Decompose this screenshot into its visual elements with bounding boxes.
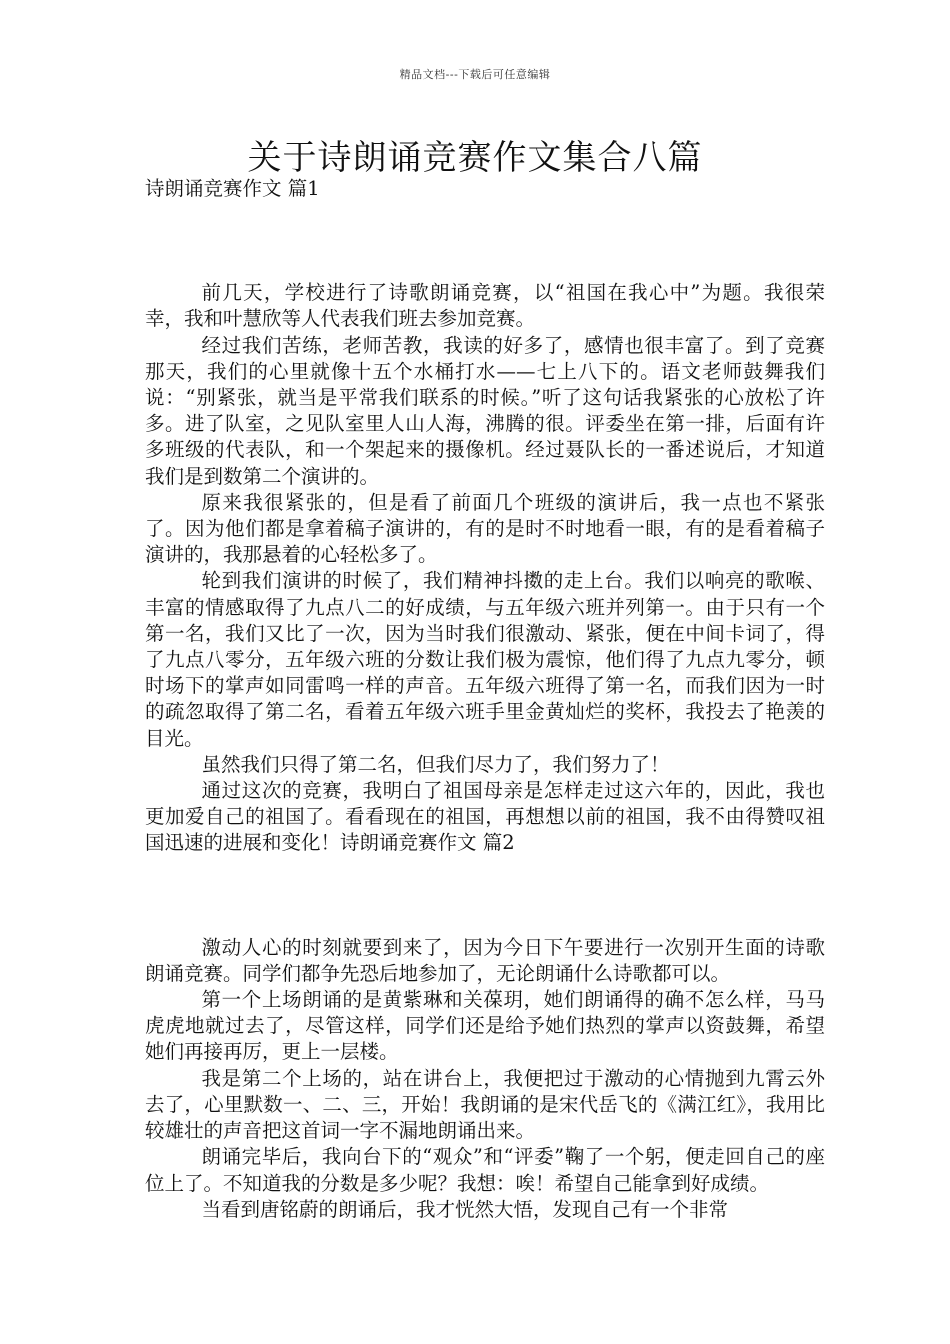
- paragraph: 朗诵完毕后，我向台下的“观众”和“评委”鞠了一个躬，便走回自己的座位上了。不知道我的分数是多少呢？我想：唉！希望自己能拿到好成绩。: [145, 1145, 825, 1195]
- paragraph: 虽然我们只得了第二名，但我们尽力了，我们努力了！: [201, 752, 670, 776]
- section-spacer: [145, 202, 825, 280]
- page-header: 精品文档---下载后可任意编辑: [399, 68, 551, 81]
- paragraph: 我是第二个上场的，站在讲台上，我便把过于激动的心情抛到九霄云外去了，心里默数一、二、三，开始！我朗诵的是宋代岳飞的《满江红》，我用比较雄壮的声音把这首词一字不漏地朗诵出来。: [145, 1066, 825, 1143]
- document-title: 关于诗朗诵竞赛作文集合八篇: [247, 138, 703, 178]
- paragraph: 经过我们苦练，老师苦教，我读的好多了，感情也很丰富了。到了竞赛那天，我们的心里就像十五个水桶打水——七上八下的。语文老师鼓舞我们说：“别紧张，就当是平常我们联系的时候。”听了这句话我紧张的心放松了许多。进了队室，之见队室里人山人海，沸腾的很。评委坐在第一排，后面有许多班级的代表队，和一个架起来的摄像机。经过聂队长的一番述说后，才知道我们是到数第二个演讲的。: [145, 333, 825, 488]
- paragraph-text: 通过这次的竞赛，我明白了祖国母亲是怎样走过这六年的，因此，我也更加爱自己的祖国了。看看现在的祖国，再想想以前的祖国，我不由得赞叹祖国迅速的进展和变化！: [145, 779, 825, 855]
- paragraph: 第一个上场朗诵的是黄紫琳和关葆玥，她们朗诵得的确不怎么样，马马虎虎地就过去了，尽管这样，同学们还是给予她们热烈的掌声以资鼓舞，希望她们再接再厉，更上一层楼。: [145, 988, 825, 1064]
- paragraph: 当看到唐铭蔚的朗诵后，我才恍然大悟，发现自己有一个非常: [201, 1197, 729, 1221]
- document-body: [145, 176, 825, 1223]
- paragraph: 激动人心的时刻就要到来了，因为今日下午要进行一次别开生面的诗歌朗诵竞赛。同学们都争先恐后地参加了，无论朗诵什么诗歌都可以。: [145, 935, 825, 985]
- paragraph-with-inline-heading: [145, 778, 825, 857]
- section-spacer: [145, 857, 825, 935]
- section-heading-1: 诗朗诵竞赛作文 篇1: [145, 177, 320, 200]
- paragraph: 轮到我们演讲的时候了，我们精神抖擞的走上台。我们以响亮的歌喉、丰富的情感取得了九点八二的好成绩，与五年级六班并列第一。由于只有一个第一名，我们又比了一次，因为当时我们很激动、紧张，便在中间卡词了，得了九点八零分，五年级六班的分数让我们极为震惊，他们得了九点九零分，顿时场下的掌声如同雷鸣一样的声音。五年级六班得了第一名，而我们因为一时的疏忽取得了第二名，看着五年级六班手里金黄灿烂的奖杯，我投去了艳羡的目光。: [145, 569, 825, 750]
- section-heading-2: 诗朗诵竞赛作文 篇2: [340, 831, 515, 855]
- paragraph: 原来我很紧张的，但是看了前面几个班级的演讲后，我一点也不紧张了。因为他们都是拿着稿子演讲的，有的是时不时地看一眼，有的是看着稿子演讲的，我那悬着的心轻松多了。: [145, 490, 825, 567]
- paragraph: 前几天，学校进行了诗歌朗诵竞赛，以“祖国在我心中”为题。我很荣幸，我和叶慧欣等人代表我们班去参加竞赛。: [145, 281, 825, 331]
